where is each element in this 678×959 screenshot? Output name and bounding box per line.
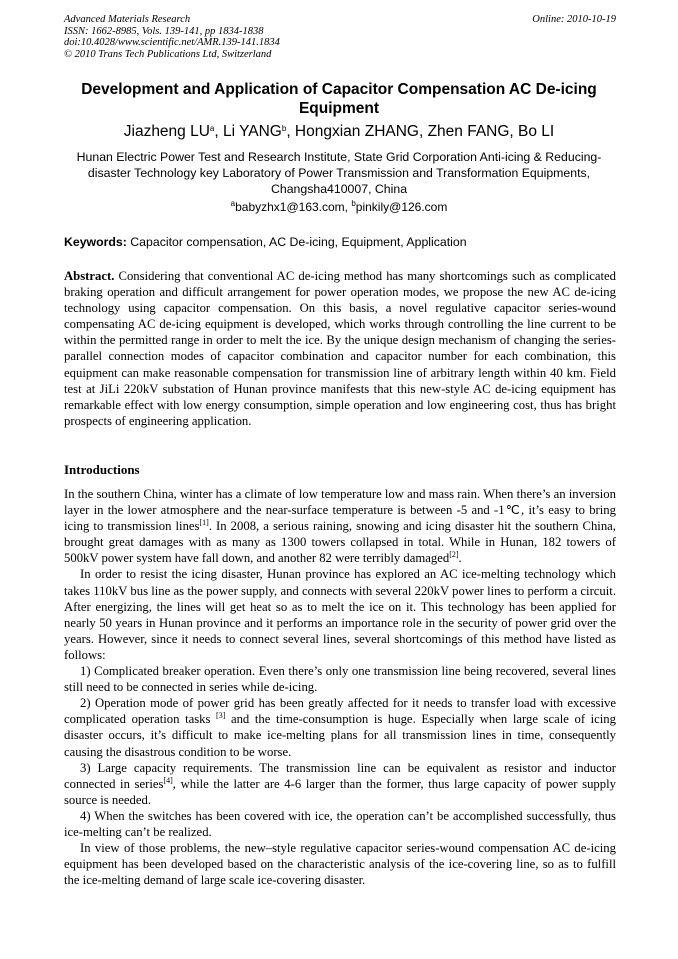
- paragraph-text: . In 2008, a serious raining, snowing and icing disaster hit the southern China, brought great damages with as many as 1300 towers collapsed in total. While in Hunan, 182 towers of 500kV power system have fall down, and another 82 were terribly damaged: [64, 519, 616, 566]
- paragraph-text: , while the latter are 4-6 larger than the former, thus large capacity of power supply source is needed.: [64, 776, 616, 807]
- doi-line: doi:10.4028/www.scientific.net/AMR.139-141.1834: [64, 37, 280, 48]
- paragraph: [64, 486, 616, 566]
- paragraph-text: 2) Operation mode of power grid has been greatly affected for it needs to transfer load with excessive complicated operation tasks: [64, 696, 616, 727]
- author-emails: [60, 200, 618, 214]
- keywords-label: Keywords:: [64, 235, 127, 249]
- citation: [4]: [163, 775, 173, 785]
- paragraph-text: 3) Large capacity requirements. The transmission line can be equivalent as resistor and inductor connected in series: [64, 760, 616, 791]
- author-names-rest: , Hongxian ZHANG, Zhen FANG, Bo LI: [286, 123, 555, 140]
- email-mark: b: [351, 199, 356, 208]
- citation: [1]: [199, 518, 209, 528]
- citation: [3]: [216, 711, 226, 721]
- introduction-body: [64, 486, 616, 888]
- section-heading: Introductions: [64, 462, 140, 477]
- paragraph-text: .: [458, 551, 462, 566]
- citation: [2]: [449, 550, 459, 560]
- email-address: pinkily@126.com: [355, 200, 448, 214]
- email-address: babyzhx1@163.com,: [235, 200, 352, 214]
- list-item: 1) Complicated breaker operation. Even there’s only one transmission line being recovered, several lines still need to be connected in series while de-icing.: [64, 664, 616, 695]
- email-mark: a: [230, 199, 236, 208]
- list-item: [64, 760, 616, 808]
- list-item: 4) When the switches has been covered with ice, the operation can’t be accomplished successfully, thus ice-melting can’t be realized.: [64, 808, 616, 839]
- keywords-text: Capacitor compensation, AC De-icing, Equipment, Application: [126, 235, 467, 249]
- abstract-text: Considering that conventional AC de-icing method has many shortcomings such as complicated braking operation and difficult arrangement for power operation modes, we propose the new AC de-icing technology using capacitor compensation. On this basis, a novel regulative capacitor series-wound compensating AC de-icing equipment is developed, which works through controlling the line current to be within the permitted range in order to melt the ice. By the unique design mechanism of changing the series-parallel connection modes of capacitor combination and capacitor number for each combination, this equipment can make reasonable compensation for transmission line of arbitrary length within 40 km. Field test at JiLi 220kV substation of Hunan province manifests that this new-style AC de-icing equipment has remarkable effect with low energy consumption, simple operation and low engineering cost, thus has bright prospects of engineering application.: [64, 269, 616, 428]
- affiliation: Hunan Electric Power Test and Research Institute, State Grid Corporation Anti-icing & Reducing-disaster Technology key Laboratory of Power Transmission and Transformation Equipments, Changsha410007, China: [76, 150, 602, 196]
- online-date: Online: 2010-10-19: [532, 14, 616, 25]
- publication-header: [64, 14, 616, 60]
- keywords: [64, 235, 616, 249]
- author-list: [40, 123, 638, 141]
- issn-line: ISSN: 1662-8985, Vols. 139-141, pp 1834-1838: [64, 25, 264, 37]
- paper-title: Development and Application of Capacitor Compensation AC De-icing Equipment: [81, 81, 597, 117]
- paragraph-text: In the southern China, winter has a climate of low temperature low and mass rain. When there’s an inversion layer in the lower atmosphere and the near-surface temperature is between -5 and -1℃, it’s easy to bring icing to transmission lines: [64, 487, 616, 534]
- journal-name: Advanced Materials Research: [64, 14, 191, 25]
- author-affiliation-mark: b: [281, 124, 287, 133]
- paragraph-text: and the time-consumption is huge. Especially when large scale of icing disaster occurs, it’s difficult to make ice-melting plans for all transmission lines in time, consequently causing the disastrous condition to be worse.: [64, 712, 616, 759]
- list-item: [64, 695, 616, 759]
- author-affiliation-mark: a: [209, 124, 215, 133]
- abstract-label: Abstract.: [64, 269, 115, 283]
- abstract: [64, 268, 616, 429]
- author-name: , Li YANG: [214, 123, 282, 140]
- paragraph: In order to resist the icing disaster, Hunan province has explored an AC ice-melting technology which takes 110kV bus line as the power supply, and connects with several 220kV power lines to perform a circuit. After energizing, the lines will get heat so as to melt the ice on it. This technology has been applied for nearly 50 years in Hunan province and it performs an importance role in the security of power grid over the years. However, since it needs to connect several lines, several shortcomings of this method have listed as follows:: [64, 567, 616, 662]
- author-name: Jiazheng LU: [123, 123, 210, 140]
- paragraph: In view of those problems, the new–style regulative capacitor series-wound compensation AC de-icing equipment has been developed based on the characteristic analysis of the ice-covering line, so as to fulfill the ice-melting demand of large scale ice-covering disaster.: [64, 841, 616, 888]
- copyright-line: © 2010 Trans Tech Publications Ltd, Switzerland: [64, 48, 272, 60]
